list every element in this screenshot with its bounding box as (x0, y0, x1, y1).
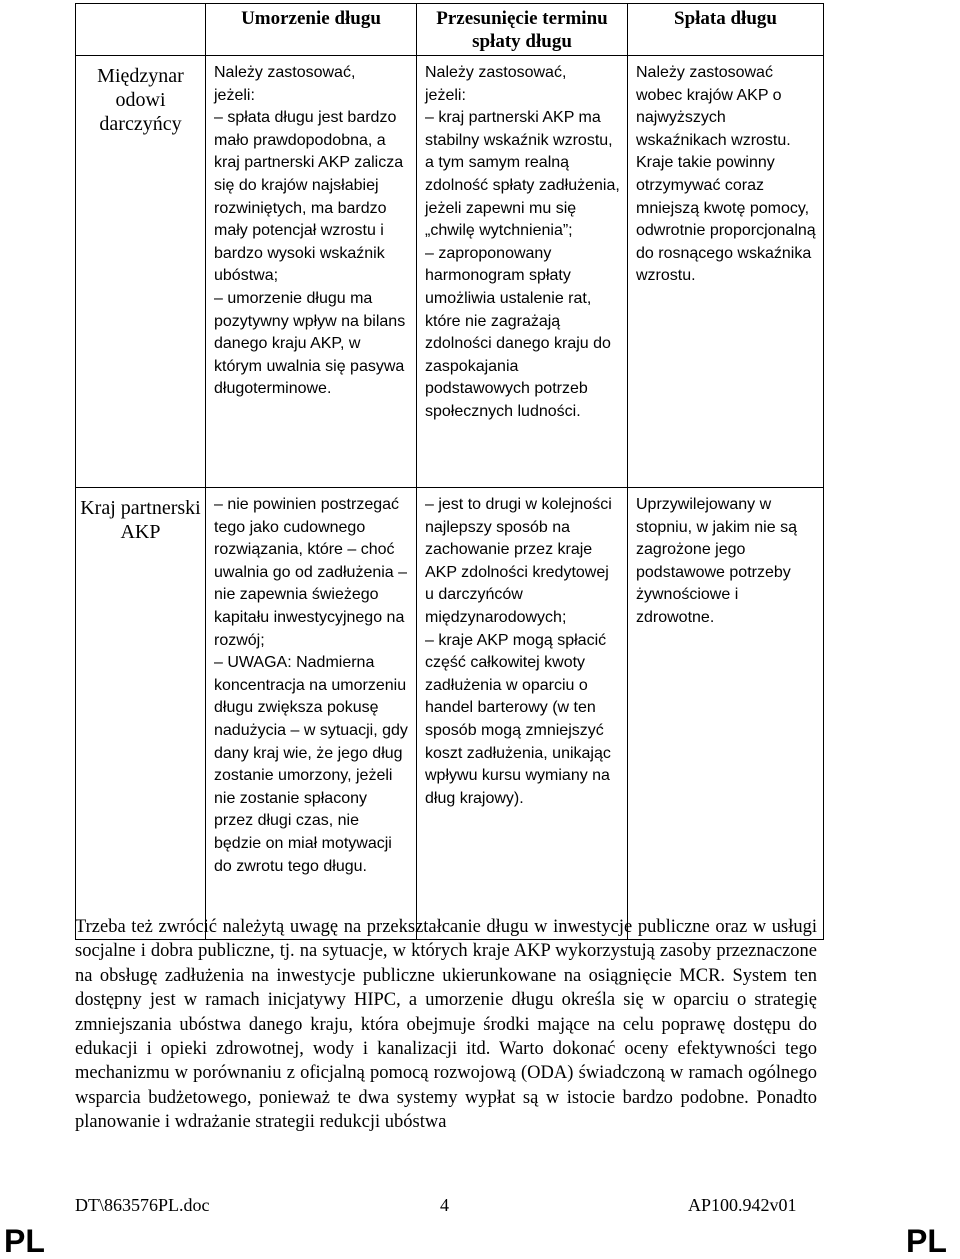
language-code-left: PL (4, 1223, 45, 1259)
cell-acp-rescheduling (417, 488, 628, 940)
table-header-row (76, 4, 824, 56)
footer-page-number: 4 (440, 1195, 449, 1215)
row-label-acp-country: Kraj partnerski AKP (76, 488, 206, 940)
cell-bullet: – umorzenie długu ma pozytywny wpływ na bilans danego kraju AKP, w którym uwalnia się pasywa długoterminowe. (214, 289, 406, 398)
header-debt-repayment: Spłata długu (628, 4, 824, 56)
footer-reference: AP100.942v01 (688, 1195, 797, 1215)
body-paragraph: Trzeba też zwrócić należytą uwagę na przekształcanie długu w inwestycje publiczne oraz w usługi socjalne i dobra publiczne, tj. na sytuacje, w których kraje AKP wykorzystują zasoby przeznaczone na obsługę zadłużenia na inwestycje publiczne ukierunkowane na osiągnięcie MCR. System ten dostępny jest w ramach inicjatywy HIPC, a umorzenie długu określa się w oparciu o strategię zmniejszania ubóstwa danego kraju, która obejmuje środki mające na celu poprawę dostępu do edukacji i opieki zdrowotnej, wody i kanalizacji itd. Warto dokonać oceny efektywności tego mechanizmu w porównaniu z oficjalną pomocą rozwojową (ODA) świadczoną w ramach ogólnego wsparcia budżetowego, ponieważ te dwa systemy wypłat są w istocie bardzo podobne. Ponadto planowanie i wdrażanie strategii redukcji ubóstwa (75, 917, 817, 1133)
cell-line: jeżeli: (214, 86, 255, 104)
cell-bullet: – jest to drugi w kolejności najlepszy sposób na zachowanie przez kraje AKP zdolności kredytowej u darczyńców międzynarodowych; (425, 496, 612, 626)
footer-doc-name: DT\863576PL.doc (75, 1195, 210, 1215)
cell-line: jeżeli: (425, 86, 466, 104)
cell-donors-repayment (628, 56, 824, 488)
table-row-acp-country (76, 488, 824, 940)
cell-bullet: – UWAGA: Nadmierna koncentracja na umorzeniu długu zwiększa pokusę nadużycia – w sytuacji, gdy dany kraj wie, że jego dług zostanie umorzony, jeżeli nie zostanie spłacony przez długi czas, nie będzie on miał motywacji do zwrotu tego długu. (214, 654, 408, 875)
cell-line: Należy zastosować, (425, 64, 567, 81)
header-debt-rescheduling: Przesunięcie terminu spłaty długu (417, 4, 628, 56)
cell-text: Uprzywilejowany w stopniu, w jakim nie są zagrożone jego podstawowe potrzeby żywnościowe i zdrowotne. (636, 496, 797, 626)
cell-bullet: – kraje AKP mogą spłacić część całkowitej kwoty zadłużenia w oparciu o handel barterowy (w ten sposób mogą zmniejszyć koszt zadłużenia, unikając wpływu kursu wymiany na dług krajowy). (425, 631, 611, 807)
cell-acp-repayment (628, 488, 824, 940)
cell-bullet: – zaproponowany harmonogram spłaty umożliwia ustalenie rat, które nie zagrażają zdolności danego kraju do zaspokajania podstawowych potrzeb społecznych ludności. (425, 244, 611, 420)
header-empty (76, 4, 206, 56)
cell-donors-rescheduling (417, 56, 628, 488)
cell-acp-cancellation (206, 488, 417, 940)
cell-text: Należy zastosować wobec krajów AKP o najwyższych wskaźnikach wzrostu. Kraje takie powinny otrzymywać coraz mniejszą kwotę pomocy, odwrotnie proporcjonalną do rosnącego wskaźnika wzrostu. (636, 64, 816, 285)
cell-bullet: – kraj partnerski AKP ma stabilny wskaźnik wzrostu, a tym samym realną zdolność spłaty zadłużenia, jeżeli zapewni mu się „chwilę wytchnienia”; (425, 109, 620, 240)
header-debt-cancellation: Umorzenie długu (206, 4, 417, 56)
cell-bullet: – nie powinien postrzegać tego jako cudownego rozwiązania, które – choć uwalnia go od zadłużenia – nie zapewnia świeżego kapitału inwestycyjnego na rozwój; (214, 496, 408, 649)
language-code-right: PL (906, 1223, 947, 1259)
cell-line: Należy zastosować, (214, 64, 356, 81)
cell-bullet: – spłata długu jest bardzo mało prawdopodobna, a kraj partnerski AKP zalicza się do krajów najsłabiej rozwiniętych, ma bardzo mały potencjał wzrostu i bardzo wysoki wskaźnik ubóstwa; (214, 109, 404, 285)
cell-donors-cancellation (206, 56, 417, 488)
row-label-donors: Międzynar odowi darczyńcy (76, 56, 206, 488)
debt-options-table (75, 3, 824, 940)
table-row-donors (76, 56, 824, 488)
